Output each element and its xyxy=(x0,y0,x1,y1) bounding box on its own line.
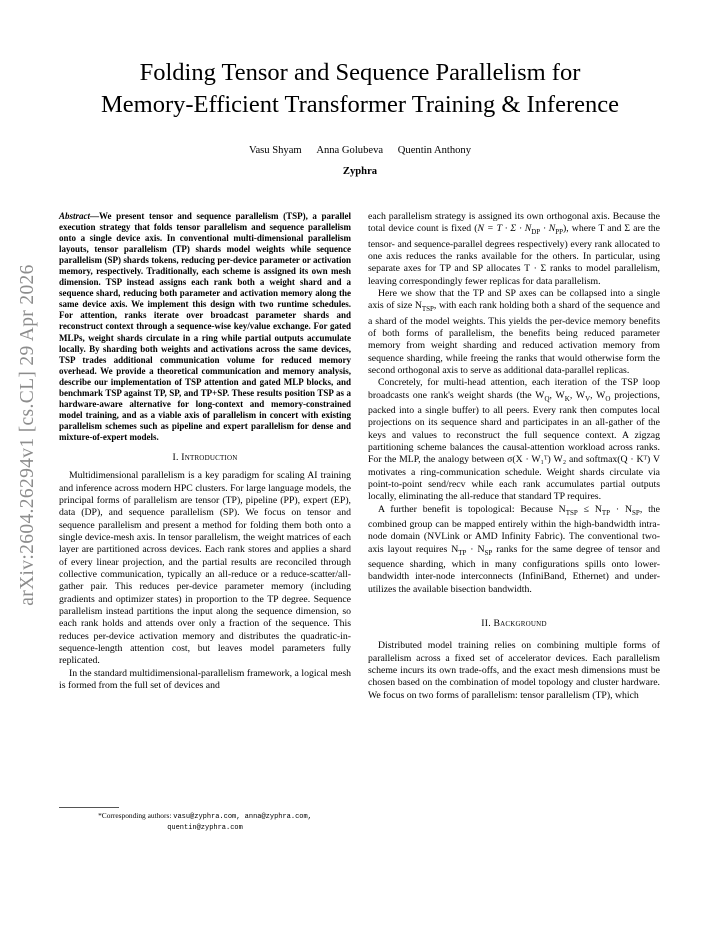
right-column xyxy=(368,211,660,702)
text-run: Here we show that the TP and SP axes can be collapsed into a single axis of size N xyxy=(368,288,660,312)
author-name: Vasu Shyam xyxy=(248,145,302,156)
text-run: · N xyxy=(466,543,485,555)
section-heading-introduction xyxy=(59,452,351,464)
section-number: II. xyxy=(481,618,494,629)
subscript: K xyxy=(564,394,570,403)
text-run: , the combined group can be mapped entirely within the high-bandwidth intra-node domain (NVLink or AMD Infinity Fabric). The conventional two-axis layout requires N xyxy=(368,503,660,555)
subscript: SP xyxy=(484,548,493,557)
section-title: Introduction xyxy=(181,451,238,463)
text-run: A further benefit is topological: Because N xyxy=(378,503,566,515)
subscript: O xyxy=(605,394,611,403)
intro-paragraph-4 xyxy=(368,288,660,377)
footnote-label: *Corresponding authors: xyxy=(98,811,174,820)
intro-paragraph-6 xyxy=(368,504,660,596)
intro-paragraph-5 xyxy=(368,377,660,503)
section-number: I. xyxy=(172,451,182,463)
abstract xyxy=(59,211,351,443)
subscript: DP xyxy=(531,228,541,237)
author-name: Quentin Anthony xyxy=(397,145,472,156)
intro-paragraph-2: In the standard multidimensional-parallelism framework, a logical mesh is formed from the full set of devices and xyxy=(59,667,351,692)
paper-title xyxy=(0,57,720,120)
subscript: V xyxy=(585,394,591,403)
subscript: SP xyxy=(632,508,640,517)
text-run: ≤ N xyxy=(577,503,602,515)
text-run: , with each rank holding both a shard of the sequence and a shard of the model weights. This yields the per-device memory benefits of both forms of parallelism, the benefits being reduced parameter memory from weight sharding and reduced activation memory from sequence sharding, while freeing the ranks that would otherwise form the second orthogonal axis to serve as additional data-parallel replicas. xyxy=(368,300,660,376)
subscript: TSP xyxy=(565,508,578,517)
subscript: Q xyxy=(544,394,550,403)
background-paragraph-1: Distributed model training relies on combining multiple forms of parallelism across a fixed set of accelerator devices. Each parallelism scheme incurs its own trade-offs, and the exact mesh dimensions must be chosen based on the combination of model topology and cluster hardware. We focus on two forms of parallelism: tensor parallelism (TP), which xyxy=(368,640,660,701)
intro-paragraph-1: Multidimensional parallelism is a key paradigm for scaling AI training and inference across modern HPC clusters. For large language models, the principal forms of parallelism are tensor (TP), pipeline (PP), expert (EP), data (DP), and sequence parallelism (SP). We focus on tensor and sequence parallelism and present a method for folding them both onto a single device-mesh axis. In tensor parallelism, the weight matrices of each layer are partitioned across devices. Each rank stores and applies a shard of every linear projection, and the partial results are reconciled through collective communication, typically an all-reduce or a reduce-scatter/all-gather pair. This reduces per-device parameter memory (including gradients and optimizer states) in proportion to the TP degree. Sequence parallelism instead partitions the input along the sequence dimension, so each rank holds and attends over only a fraction of the sequence. This reduces per-device activation memory and distributes the quadratic-in-sequence-length attention cost, but leaves model parameters fully replicated. xyxy=(59,470,351,667)
title-line-2: Memory-Efficient Transformer Training & Inference xyxy=(100,90,620,118)
footnote-divider xyxy=(59,807,119,808)
text-run: Concretely, for multi-head attention, each iteration of the TSP loop broadcasts one rank's weight shards (the W xyxy=(368,377,660,401)
text-run: , W xyxy=(590,389,606,401)
text-run: , W xyxy=(549,389,565,401)
title-line-1: Folding Tensor and Sequence Parallelism for xyxy=(139,59,581,86)
subscript: TP xyxy=(601,508,611,517)
subscript: PP xyxy=(555,228,564,237)
affiliation: Zyphra xyxy=(342,166,378,177)
section-heading-background xyxy=(368,618,660,630)
text-run: ), where T and Σ are the tensor- and sequence-parallel degrees respectively) every rank allocated to one axis reduces the ranks available for the others. In particular, using separate axes for TP and SP allocates T · Σ ranks to model parallelism, leaving correspondingly fewer replicas for data parallelism. xyxy=(368,223,660,287)
footnote-emails: vasu@zyphra.com, anna@zyphra.com, quentin@zyphra.com xyxy=(167,813,312,832)
subscript: TP xyxy=(458,548,467,557)
text-run: · N xyxy=(610,503,633,515)
section-title: Background xyxy=(493,618,547,629)
text-run: each parallelism strategy is assigned its own orthogonal axis. Because the total device count is fixed ( xyxy=(368,211,660,235)
subscript: TSP xyxy=(421,305,434,314)
text-run: ranks for the same degree of tensor and sequence sharding, which in many configurations spills onto lower-bandwidth inter-node interconnects (InfiniBand, Ethernet) and under-utilizes the available bisection bandwidth. xyxy=(368,543,660,595)
inline-equation: · N xyxy=(540,223,556,235)
inline-equation: N = T · Σ · N xyxy=(477,223,532,235)
text-run: , W xyxy=(569,389,586,401)
arxiv-id-text: arXiv:2604.26294v1 [cs.CL] 29 Apr 2026 xyxy=(17,264,38,606)
footnote-corresponding-authors xyxy=(59,811,351,833)
intro-paragraph-3 xyxy=(368,211,660,288)
arxiv-identifier-stamp xyxy=(0,0,56,932)
author-list xyxy=(0,145,720,156)
abstract-label: Abstract xyxy=(59,211,91,221)
text-run: projections, packed into a single buffer) to all peers. Every rank then computes local projections on its sequence shard and participates in an all-gather of the keys and values to reconstruct the full sequence context. A zigzag partitioning scheme balances the causal-attention workload across ranks. For the MLP, the analogy between σ(X · W₁ᵀ) W₂ and softmax(Q · Kᵀ) V motivates a ring-communication schedule. Weight shards circulate via point-to-point send/recv while each rank accumulates partial outputs locally, eliminating the all-reduce that standard TP requires. xyxy=(368,389,660,503)
abstract-text: —We present tensor and sequence parallelism (TSP), a parallel execution strategy that folds tensor parallelism and sequence parallelism onto a single device axis. In conventional multi-dimensional parallelism layouts, tensor parallelism (TP) shards model weights while sequence parallelism (SP) shards tokens, reducing per-device parameter or activation memory, respectively. Traditionally, each scheme is assigned its own mesh dimension. TSP instead assigns each rank both a weight shard and a sequence shard, reducing both parameter and activation memory along the same device axis. We implement this design with two runtime schedules. For attention, ranks iterate over broadcast parameter shards and reconstruct context through a sequence-wise key/value exchange. For gated MLPs, weight shards circulate in a ring while partial outputs accumulate locally. By sharding both weights and activations across the same devices, TSP trades additional communication volume for reduced memory overhead. We provide a theoretical communication and memory analysis, describe our implementation of TSP attention and gated MLP blocks, and benchmark TSP against TP, SP, and TP+SP. These results position TSP as a hardware-aware alternative for long-context and memory-constrained model training, and as a viable axis of parallelism in concert with existing parallelism schemes such as pipeline and expert parallelism for dense and mixture-of-expert models. xyxy=(59,211,351,442)
left-column xyxy=(59,211,351,693)
author-name: Anna Golubeva xyxy=(316,145,384,156)
